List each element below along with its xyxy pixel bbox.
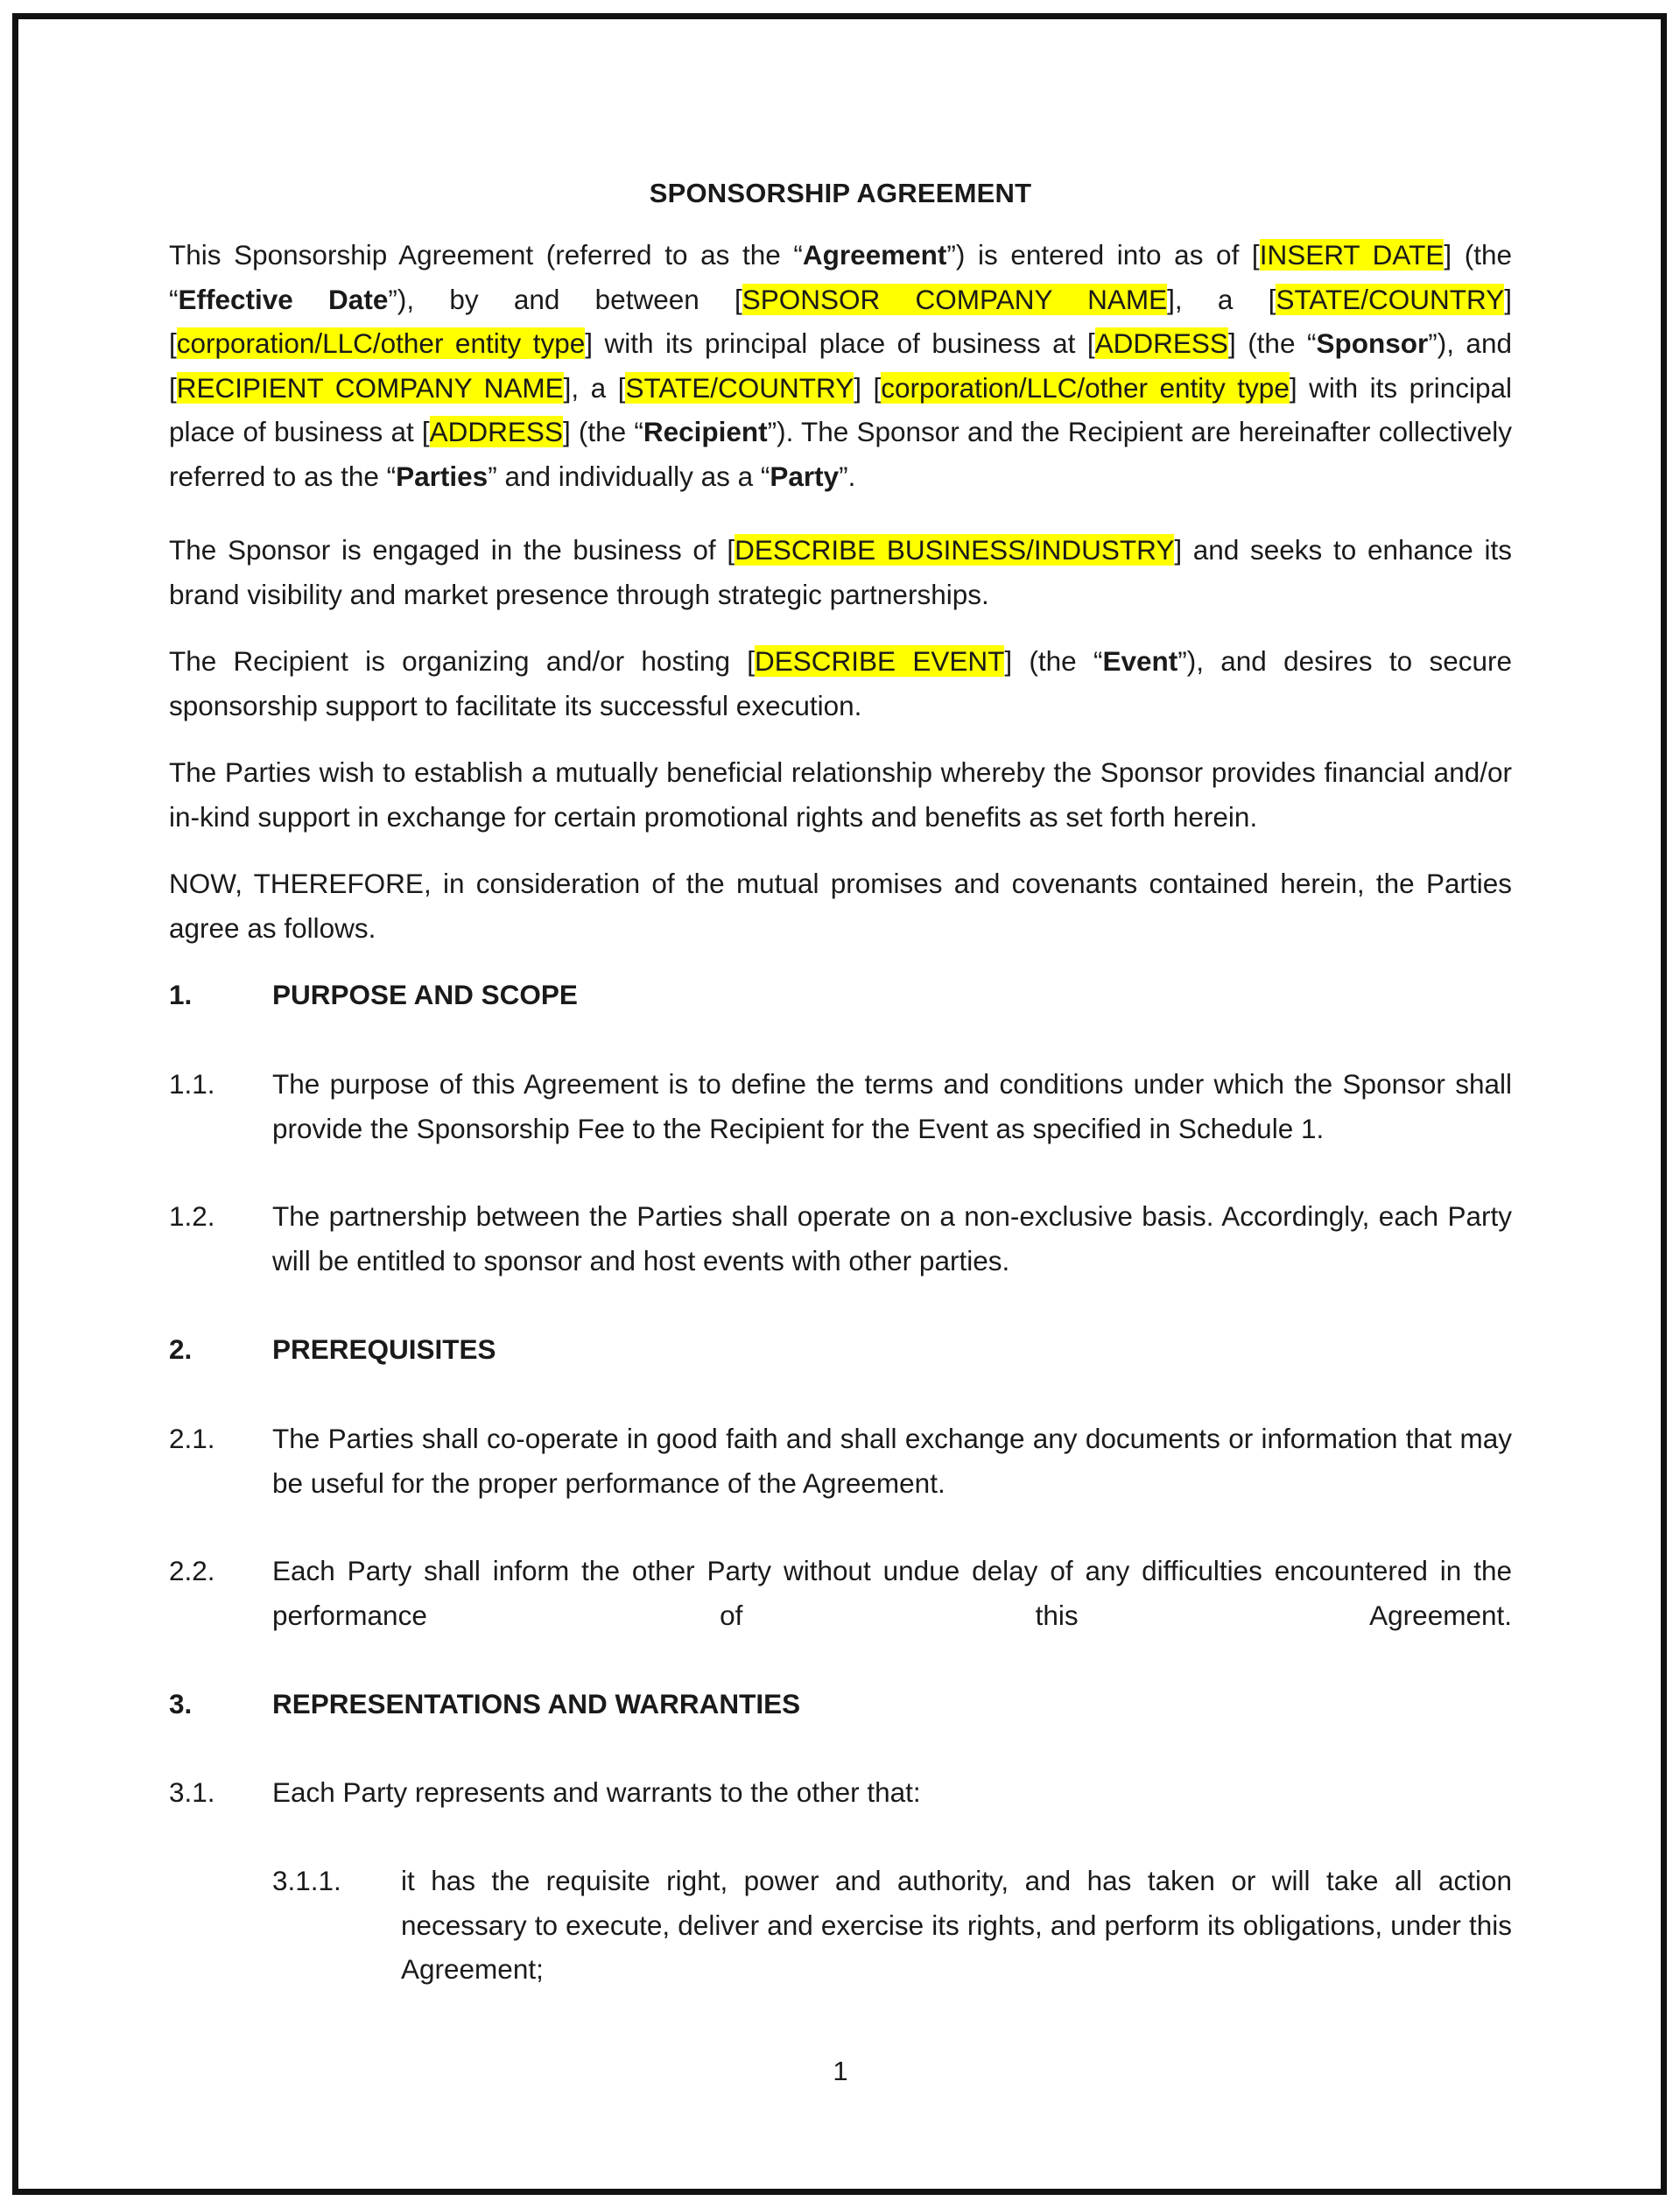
section-number: 2.: [169, 1333, 193, 1365]
intro-paragraph-now-therefore: NOW, THEREFORE, in consideration of the mutual promises and covenants contained herein, the Parties agree as follows.: [169, 868, 1512, 944]
clause-text: The partnership between the Parties shall operate on a non-exclusive basis. Accordingly, each Party will be entitled to sponsor and host events with other parties.: [272, 1200, 1512, 1276]
intro-paragraph-event: The Recipient is organizing and/or hosting [DESCRIBE EVENT] (the “Event”), and desires to secure sponsorship support to facilitate its successful execution.: [169, 645, 1513, 721]
clause-text: Each Party shall inform the other Party without undue delay of any difficulties encountered in the performance of this Agreement.: [272, 1555, 1512, 1631]
section-title: REPRESENTATIONS AND WARRANTIES: [272, 1688, 801, 1719]
clause-number: 3.1.: [169, 1776, 215, 1808]
clause-text: The purpose of this Agreement is to define the terms and conditions under which the Sponsor shall provide the Sponsorship Fee to the Recipient for the Event as specified in Schedule 1.: [272, 1068, 1512, 1144]
placeholder-business[interactable]: DESCRIBE BUSINESS/INDUSTRY: [735, 534, 1175, 566]
section-title: PURPOSE AND SCOPE: [272, 979, 578, 1010]
placeholder-entity-type[interactable]: corporation/LLC/other entity type: [176, 327, 586, 359]
clause-text: Each Party represents and warrants to the other that:: [272, 1776, 921, 1808]
page-number: 1: [833, 2056, 848, 2086]
placeholder-sponsor-company[interactable]: SPONSOR COMPANY NAME: [742, 283, 1168, 315]
clause-number: 1.2.: [169, 1200, 215, 1232]
placeholder-recipient-company[interactable]: RECIPIENT COMPANY NAME: [176, 371, 564, 404]
clause-number: 2.1.: [169, 1423, 215, 1454]
placeholder-state-country[interactable]: STATE/COUNTRY: [1276, 283, 1505, 315]
section-title: PREREQUISITES: [272, 1333, 496, 1365]
placeholder-address[interactable]: ADDRESS: [1094, 327, 1228, 359]
placeholder-state-country[interactable]: STATE/COUNTRY: [625, 371, 854, 404]
placeholder-entity-type[interactable]: corporation/LLC/other entity type: [881, 371, 1290, 404]
document-title: SPONSORSHIP AGREEMENT: [649, 178, 1032, 208]
placeholder-address[interactable]: ADDRESS: [429, 416, 563, 447]
clause-number: 1.1.: [169, 1068, 215, 1100]
section-number: 3.: [169, 1688, 193, 1719]
clause-number: 2.2.: [169, 1555, 215, 1586]
sub-clause-text: it has the requisite right, power and authority, and has taken or will take all action necessary to execute, deliver and exercise its rights, and perform its obligations, under this Agreement;: [401, 1865, 1512, 1985]
sub-clause-number: 3.1.1.: [272, 1865, 341, 1896]
intro-paragraph-purpose: The Parties wish to establish a mutually beneficial relationship whereby the Sponsor provides financial and/or in-kind support in exchange for certain promotional rights and benefits as set forth herein.: [169, 756, 1512, 833]
clause-text: The Parties shall co-operate in good faith and shall exchange any documents or information that may be useful for the proper performance of the Agreement.: [272, 1423, 1512, 1499]
placeholder-event[interactable]: DESCRIBE EVENT: [755, 645, 1005, 677]
intro-paragraph-sponsor-business: The Sponsor is engaged in the business of [DESCRIBE BUSINESS/INDUSTRY] and seeks to enhance its brand visibility and market presence through strategic partnerships.: [169, 534, 1512, 610]
placeholder-insert-date[interactable]: INSERT DATE: [1259, 239, 1445, 271]
intro-paragraph-parties: This Sponsorship Agreement (referred to as the “Agreement”) is entered into as of [INSERT DATE] (the “Effective Date”), by and between [SPONSOR COMPANY NAME], a [STATE/COUNTRY] [corporation/LLC/other entity type] with its principal place of business at [ADDRESS] (the “Sponsor”), and [RECIPIENT COMPANY NAME], a [STATE/COUNTRY] [corporation/LLC/other entity type] with its principal place of business at [ADDRESS] (the “Recipient”). The Sponsor and the Recipient are hereinafter collectively referred to as the “Parties” and individually as a “Party”.: [169, 239, 1512, 492]
section-number: 1.: [169, 979, 193, 1010]
